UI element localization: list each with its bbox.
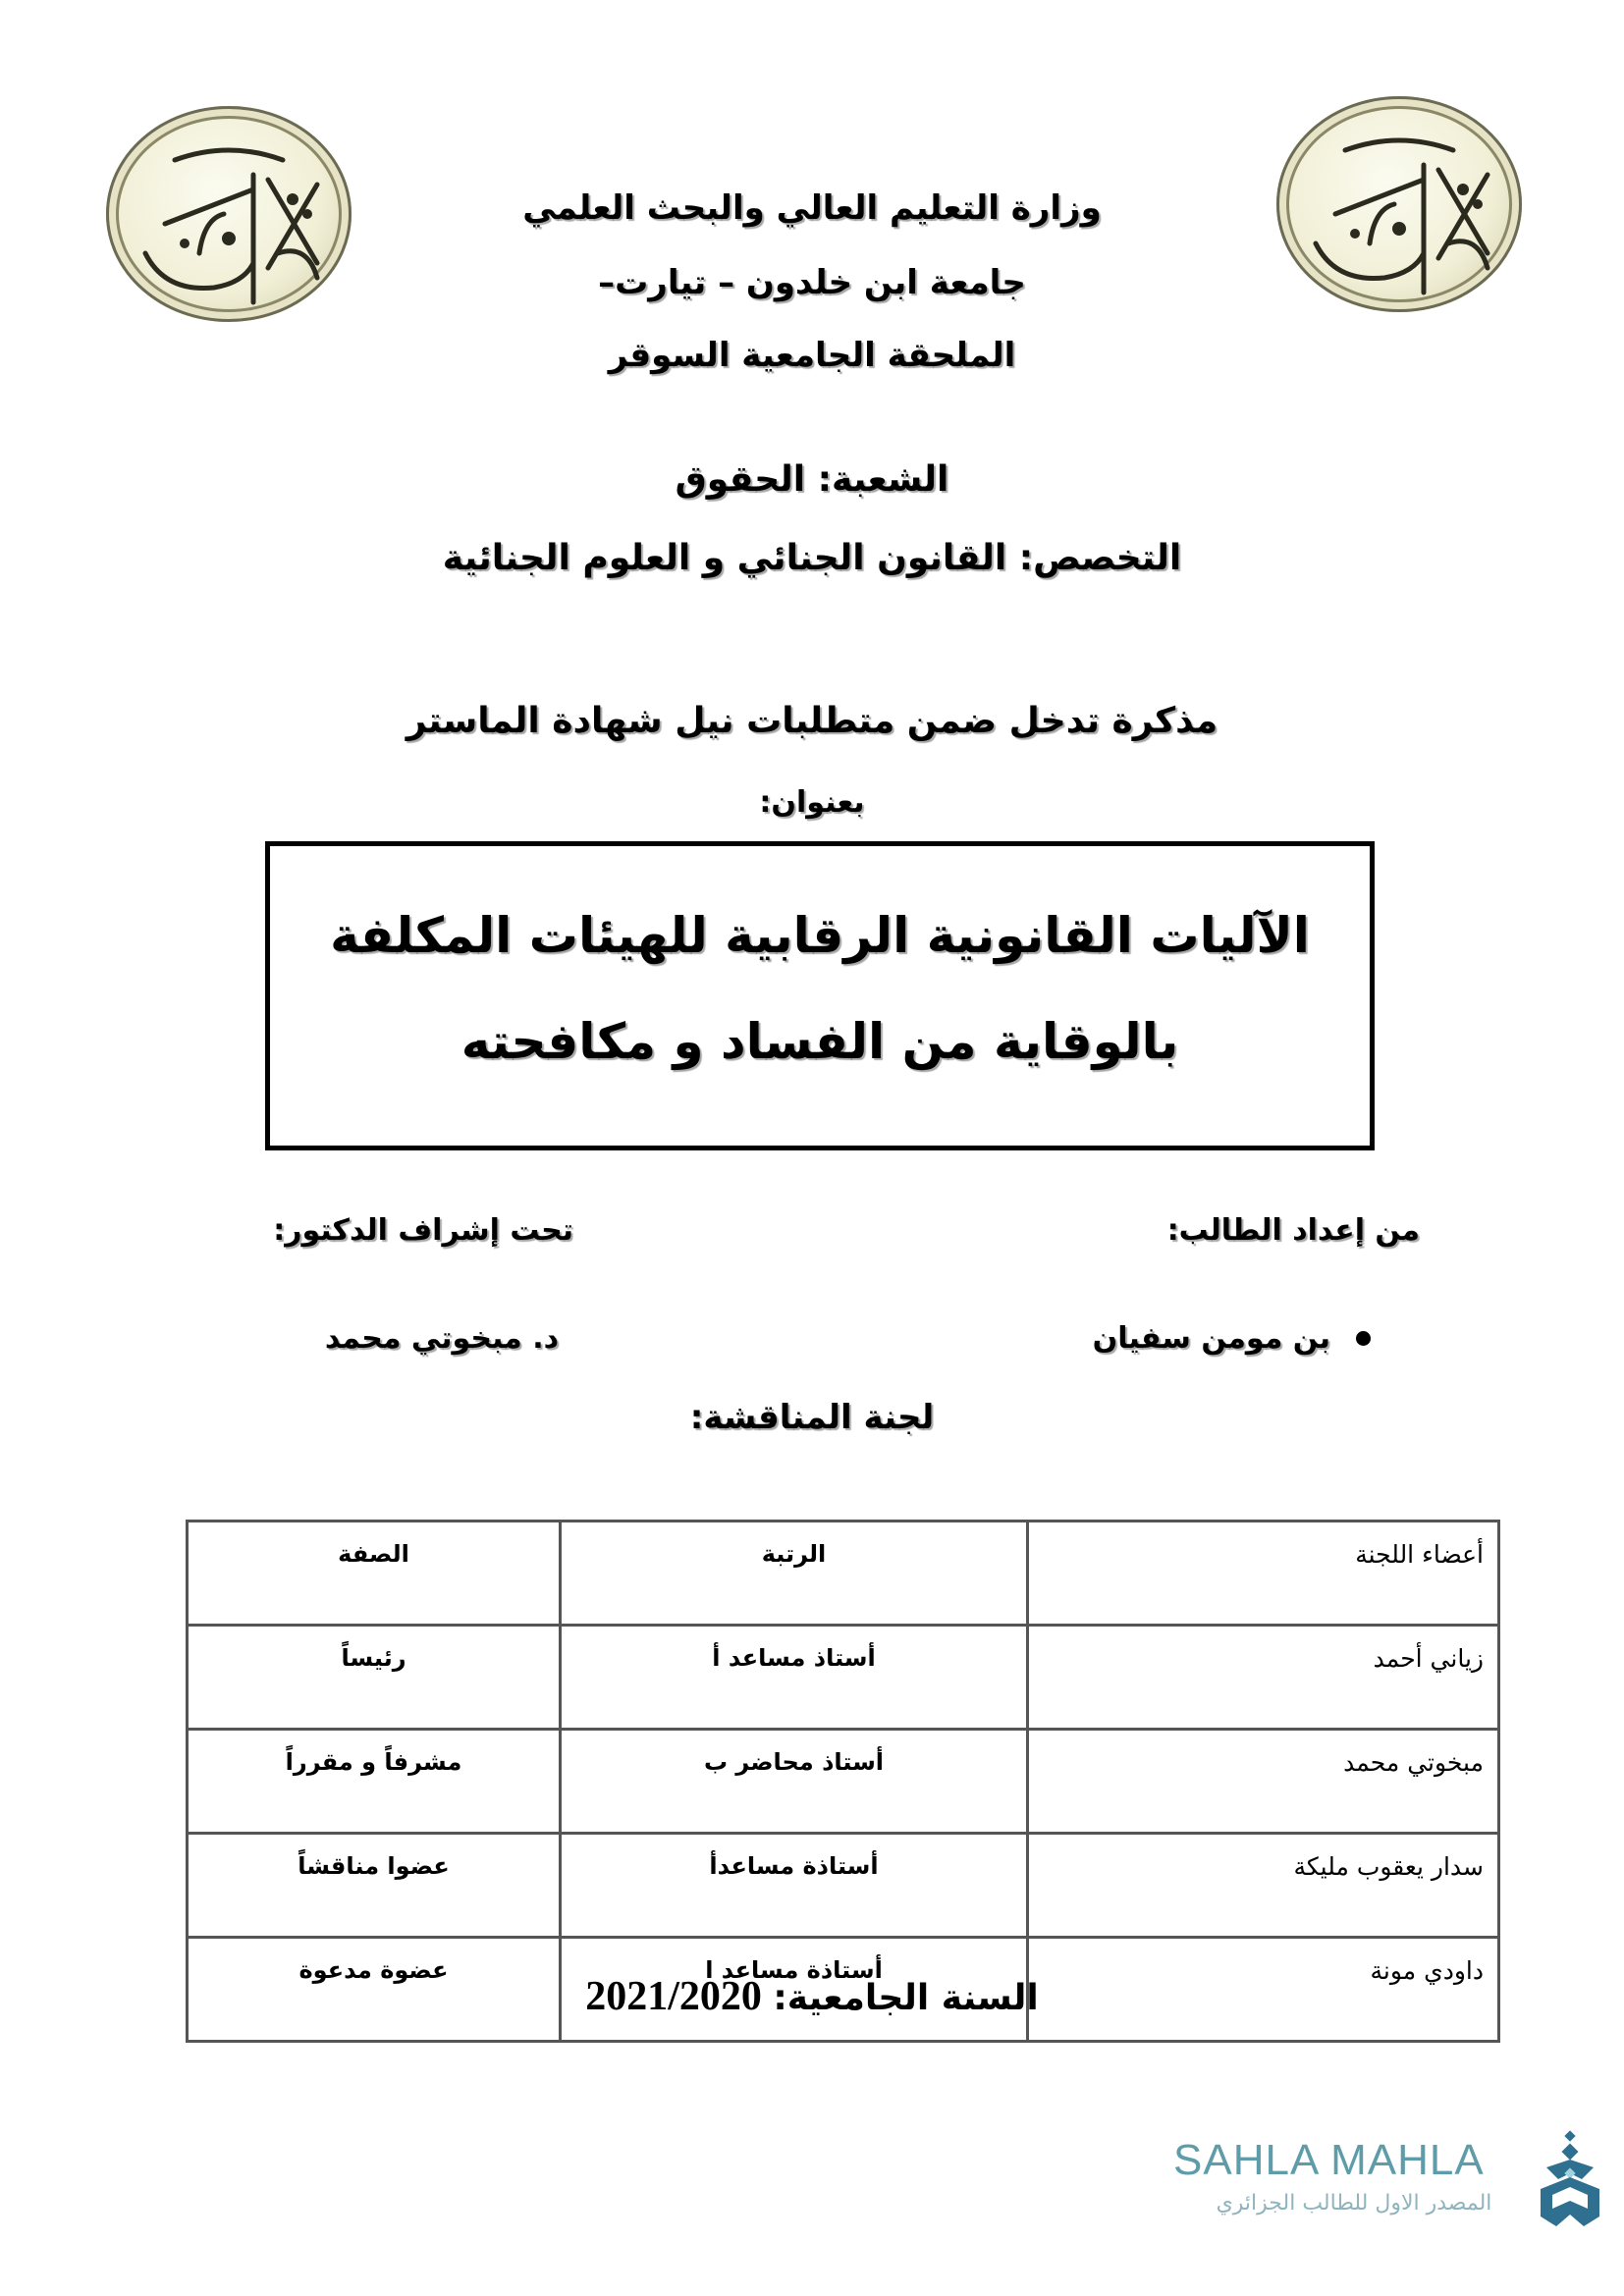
- table-row: [188, 1834, 1499, 1938]
- annex-name: الملحقة الجامعية السوقر: [608, 336, 1016, 375]
- member-name: مبخوتي محمد: [1028, 1730, 1499, 1834]
- column-header-role: الصفة: [188, 1522, 561, 1626]
- member-role: رئيساً: [188, 1626, 561, 1730]
- column-header-rank: الرتبة: [561, 1522, 1028, 1626]
- table-row: [188, 1730, 1499, 1834]
- student-label: من إعداد الطالب:: [1166, 1213, 1420, 1248]
- academic-year-label: السنة الجامعية:: [773, 1978, 1039, 2018]
- supervisor-name: د. مبخوتي محمد: [324, 1321, 559, 1356]
- ministry-name: وزارة التعليم العالي والبحث العلمي: [522, 188, 1102, 228]
- brand-name: SAHLA MAHLA: [1173, 2136, 1485, 2184]
- member-role: عضوا مناقشاً: [188, 1834, 561, 1938]
- student-entry: [1093, 1321, 1371, 1356]
- thesis-title-line-2: بالوقاية من الفساد و مكافحته: [460, 1013, 1179, 1070]
- branch-line: الشعبة: الحقوق: [675, 459, 949, 500]
- supervisor-label: تحت إشراف الدكتور:: [273, 1213, 573, 1248]
- member-name: سدار يعقوب مليكة: [1028, 1834, 1499, 1938]
- table-row: [188, 1626, 1499, 1730]
- sahla-mahla-logo-icon: [1537, 2130, 1605, 2228]
- member-rank: أستاذة مساعدأ: [561, 1834, 1028, 1938]
- university-name: جامعة ابن خلدون – تيارت–: [598, 263, 1026, 302]
- bullet-icon: [1356, 1331, 1371, 1346]
- member-rank: أستاذ محاضر ب: [561, 1730, 1028, 1834]
- specialty-line: التخصص: القانون الجنائي و العلوم الجنائية: [442, 538, 1182, 578]
- column-header-members: أعضاء اللجنة: [1028, 1522, 1499, 1626]
- member-rank: أستاذة مساعد ا: [561, 1938, 1028, 2042]
- title-label: بعنوان:: [759, 785, 865, 820]
- thesis-statement: مذكرة تدخل ضمن متطلبات نيل شهادة الماستر: [406, 701, 1218, 741]
- committee-heading: لجنة المناقشة:: [689, 1398, 935, 1437]
- thesis-title-box: [265, 841, 1375, 1150]
- academic-year: [0, 1973, 1624, 2020]
- table-header-row: [188, 1522, 1499, 1626]
- academic-year-value: 2021/2020: [585, 1974, 762, 2019]
- thesis-title-line-1: الآليات القانونية الرقابية للهيئات المكلفة: [330, 907, 1310, 964]
- sahla-mahla-watermark: [1173, 2110, 1605, 2228]
- member-rank: أستاذ مساعد أ: [561, 1626, 1028, 1730]
- committee-table: [186, 1520, 1500, 2043]
- member-name: زياني أحمد: [1028, 1626, 1499, 1730]
- student-name: بن مومن سفيان: [1092, 1321, 1330, 1356]
- member-name: داودي مونة: [1028, 1938, 1499, 2042]
- brand-tagline: المصدر الاول للطالب الجزائري: [1216, 2191, 1492, 2216]
- member-role: مشرفاً و مقرراً: [188, 1730, 561, 1834]
- member-role: عضوة مدعوة: [188, 1938, 561, 2042]
